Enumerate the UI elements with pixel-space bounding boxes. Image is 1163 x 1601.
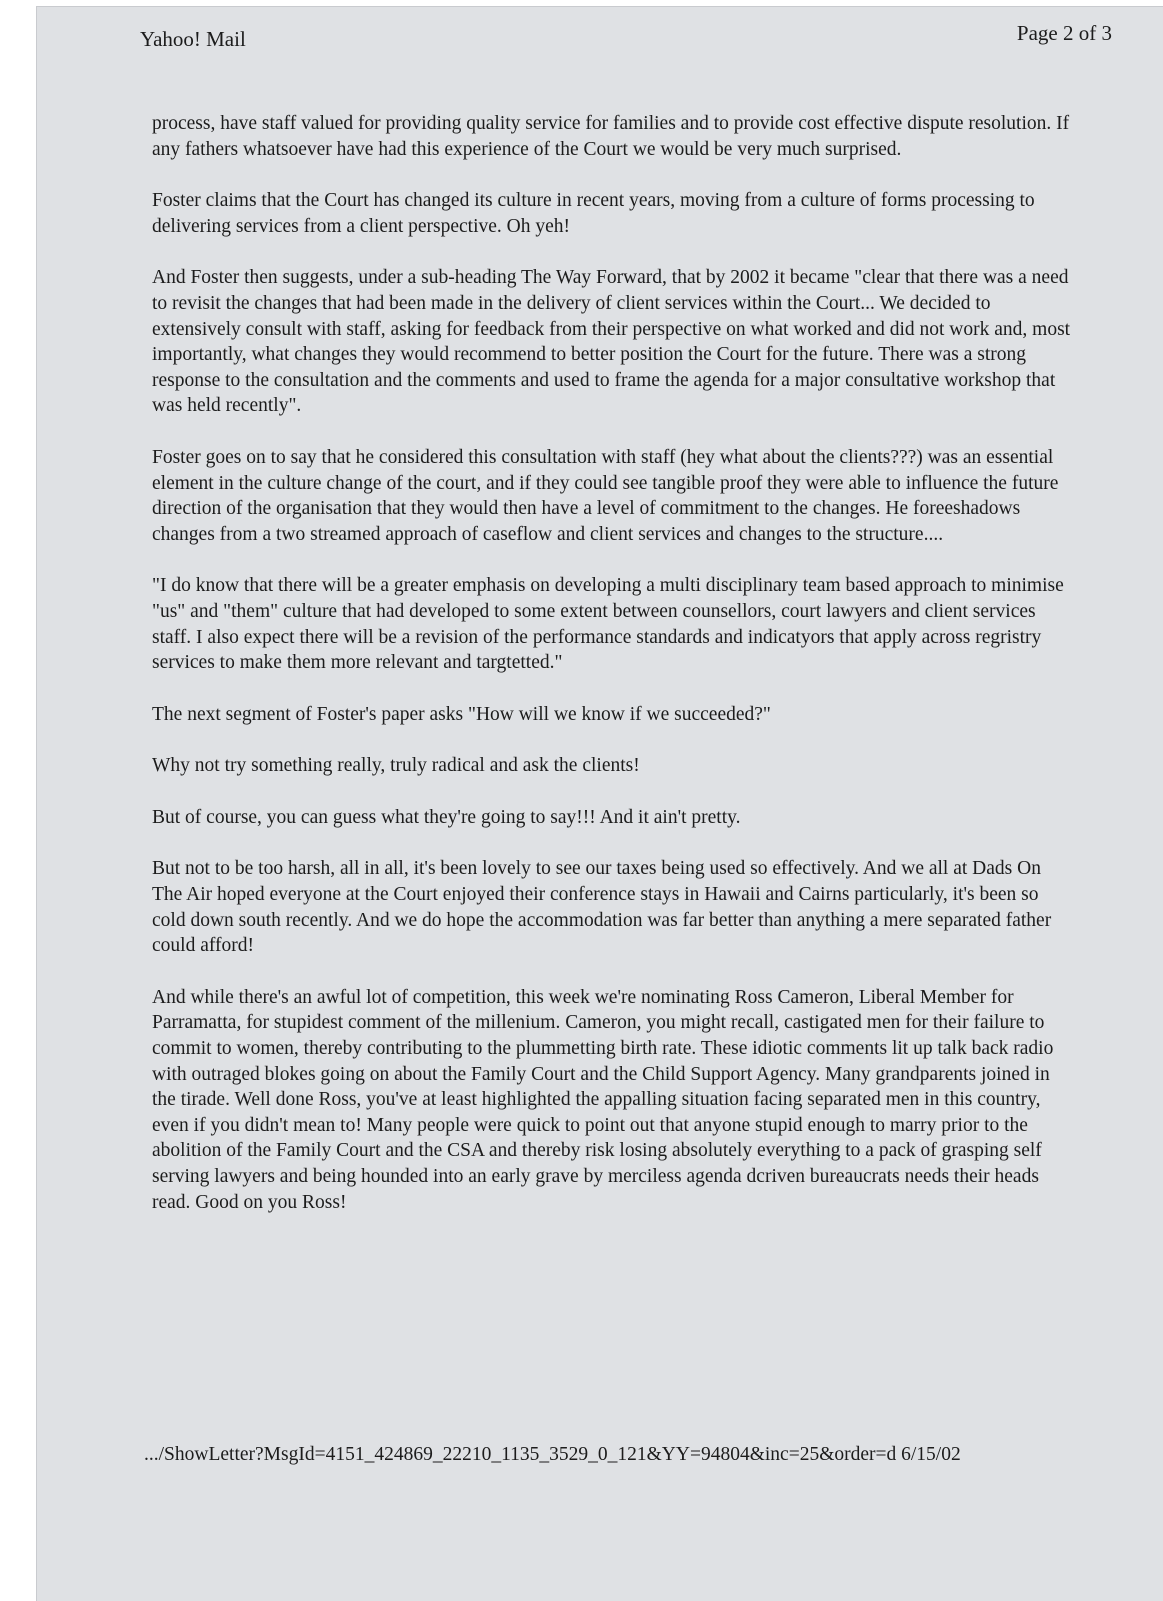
paragraph: Why not try something really, truly radical and ask the clients! xyxy=(152,755,640,777)
footer-url: .../ShowLetter?MsgId=4151_424869_22210_1135_3529_0_121&YY=94804&inc=25&order=d xyxy=(144,1444,897,1465)
footer-date: 6/15/02 xyxy=(901,1444,961,1465)
paragraph: The next segment of Foster's paper asks "How will we know if we succeeded?" xyxy=(152,703,771,725)
letter-body xyxy=(152,111,1072,1241)
page-footer xyxy=(144,1444,961,1466)
paragraph: And while there's an awful lot of competition, this week we're nominating Ross Cameron, Liberal Member for Parramatta, for stupidest comment of the millenium. Cameron, you might recall, castigated men for their failure to commit to women, thereby contributing to the plummetting birth rate. These idiotic comments lit up talk back radio with outraged blokes going on about the Family Court and the Child Support Agency. Many grandparents joined in the tirade. Well done Ross, you've at least highlighted the appalling situation facing separated men in this country, even if you didn't mean to! Many people were quick to point out that anyone stupid enough to marry prior to the abolition of the Family Court and the CSA and thereby risk losing absolutely everything to a pack of grasping self serving lawyers and being hounded into an early grave by merciless agenda dcriven bureaucrats needs their heads read. Good on you Ross! xyxy=(152,986,1054,1213)
paragraph: And Foster then suggests, under a sub-heading The Way Forward, that by 2002 it became "clear that there was a need to revisit the changes that had been made in the delivery of client services within the Court... We decided to extensively consult with staff, asking for feedback from their perspective on what worked and did not work and, most importantly, what changes they would recommend to better position the Court for the future. There was a strong response to the consultation and the comments and used to frame the agenda for a major consultative workshop that was held recently". xyxy=(152,267,1071,417)
paragraph: process, have staff valued for providing quality service for families and to provide cost effective dispute resolution. If any fathers whatsoever have had this experience of the Court we would be very much surprised. xyxy=(152,113,1070,160)
paragraph: But not to be too harsh, all in all, it's been lovely to see our taxes being used so effectively. And we all at Dads On The Air hoped everyone at the Court enjoyed their conference stays in Hawaii and Cairns particularly, it's been so cold down south recently. And we do hope the accommodation was far better than anything a mere separated father could afford! xyxy=(152,858,1052,957)
paragraph: Foster goes on to say that he considered this consultation with staff (hey what about the clients???) was an essential element in the culture change of the court, and if they could see tangible proof they were able to influence the future direction of the organisation that they would then have a level of commitment to the changes. He foreeshadows changes from a two streamed approach of caseflow and client services and changes to the structure.... xyxy=(152,446,1059,545)
paragraph: But of course, you can guess what they're going to say!!! And it ain't pretty. xyxy=(152,806,741,828)
paragraph: Foster claims that the Court has changed its culture in recent years, moving from a culture of forms processing to delivering services from a client perspective. Oh yeh! xyxy=(152,190,1035,237)
mail-title: Yahoo! Mail xyxy=(140,27,246,51)
page-number: Page 2 of 3 xyxy=(1016,21,1112,45)
scanned-page xyxy=(36,6,1163,1601)
paragraph: "I do know that there will be a greater emphasis on developing a multi disciplinary team based approach to minimise "us" and "them" culture that had developed to some extent between counsellors, court lawyers and client services staff. I also expect there will be a revision of the performance standards and indicatyors that apply across regristry services to make them more relevant and targtetted." xyxy=(152,575,1064,674)
